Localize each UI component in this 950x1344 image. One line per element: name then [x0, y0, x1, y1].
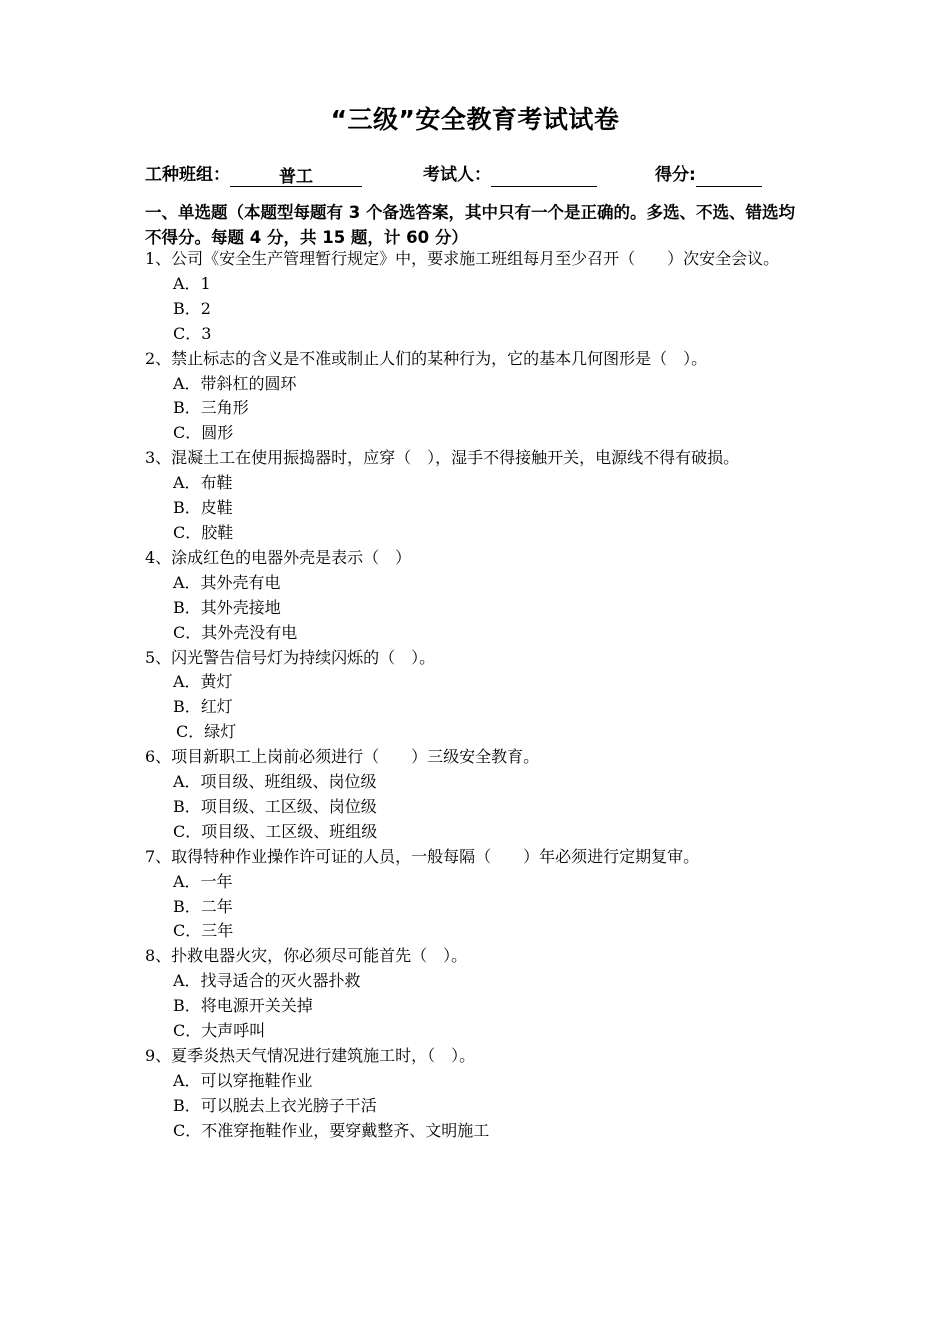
question-item [145, 347, 813, 447]
option-c: C．项目级、工区级、班组级 [173, 821, 378, 841]
question-item [145, 446, 813, 546]
option-c: C．其外壳没有电 [173, 622, 298, 642]
question-item [145, 1044, 813, 1144]
exam-header [145, 163, 825, 189]
question-text: 7、取得特种作业操作许可证的人员，一般每隔（ ）年必须进行定期复审。 [145, 846, 700, 866]
option-b: B．可以脱去上衣光膀子干活 [173, 1095, 377, 1115]
option-c: C．圆形 [173, 423, 234, 443]
option-b: B．2 [173, 298, 211, 318]
question-text: 2、禁止标志的含义是不准或制止人们的某种行为，它的基本几何图形是（ ）。 [145, 348, 708, 368]
group-field [145, 163, 362, 187]
option-a: A．1 [173, 273, 211, 293]
question-item [145, 944, 813, 1044]
page-title: “三级”安全教育考试试卷 [330, 105, 620, 134]
question-list [145, 247, 813, 1144]
option-c: C．胶鞋 [173, 522, 234, 542]
question-text: 1、公司《安全生产管理暂行规定》中，要求施工班组每月至少召开（ ）次安全会议。 [145, 249, 780, 268]
score-field [655, 163, 762, 187]
option-b: B．二年 [173, 896, 233, 916]
option-a: A．黄灯 [173, 672, 233, 692]
option-c: C．绿灯 [176, 722, 237, 742]
question-text: 8、扑救电器火灾，你必须尽可能首先（ ）。 [145, 946, 468, 966]
option-b: B．皮鞋 [173, 498, 233, 518]
score-label: 得分: [655, 165, 696, 185]
option-a: A．布鞋 [173, 473, 233, 493]
option-c: C．大声呼叫 [173, 1021, 266, 1041]
question-text: 3、混凝土工在使用振捣器时，应穿（ ），湿手不得接触开关，电源线不得有破损。 [145, 448, 740, 468]
examinee-field [423, 163, 597, 187]
examinee-label: 考试人： [423, 165, 491, 185]
examinee-value [491, 165, 597, 187]
option-b: B．将电源开关关掉 [173, 996, 313, 1016]
question-text: 5、闪光警告信号灯为持续闪烁的（ ）。 [145, 647, 436, 667]
option-a: A．找寻适合的灭火器扑救 [173, 971, 361, 991]
option-c: C．不准穿拖鞋作业，要穿戴整齐、文明施工 [173, 1120, 490, 1140]
question-item [145, 546, 813, 646]
score-value [696, 165, 762, 187]
question-item [145, 646, 813, 746]
group-value: 普工 [230, 165, 362, 187]
option-b: B．其外壳接地 [173, 597, 281, 617]
option-b: B．项目级、工区级、岗位级 [173, 796, 377, 816]
question-item [145, 247, 813, 347]
option-a: A．项目级、班组级、岗位级 [173, 772, 377, 792]
option-b: B．红灯 [173, 697, 233, 717]
question-text: 9、夏季炎热天气情况进行建筑施工时，（ ）。 [145, 1046, 476, 1065]
question-item [145, 745, 813, 845]
question-text: 4、涂成红色的电器外壳是表示（ ） [145, 547, 412, 567]
option-a: A．一年 [173, 871, 233, 891]
question-item [145, 845, 813, 945]
option-b: B．三角形 [173, 398, 249, 418]
option-a: A．可以穿拖鞋作业 [173, 1070, 313, 1090]
option-a: A．带斜杠的圆环 [173, 373, 297, 393]
option-c: C．3 [173, 323, 212, 343]
option-c: C．三年 [173, 921, 234, 941]
group-label: 工种班组： [145, 165, 230, 185]
option-a: A．其外壳有电 [173, 572, 281, 592]
question-text: 6、项目新职工上岗前必须进行（ ）三级安全教育。 [145, 747, 540, 767]
section-heading: 一、单选题（本题型每题有 3 个备选答案，其中只有一个是正确的。多选、不选、错选均不得分。每题 4 分，共 15 题，计 60 分） [145, 203, 795, 247]
